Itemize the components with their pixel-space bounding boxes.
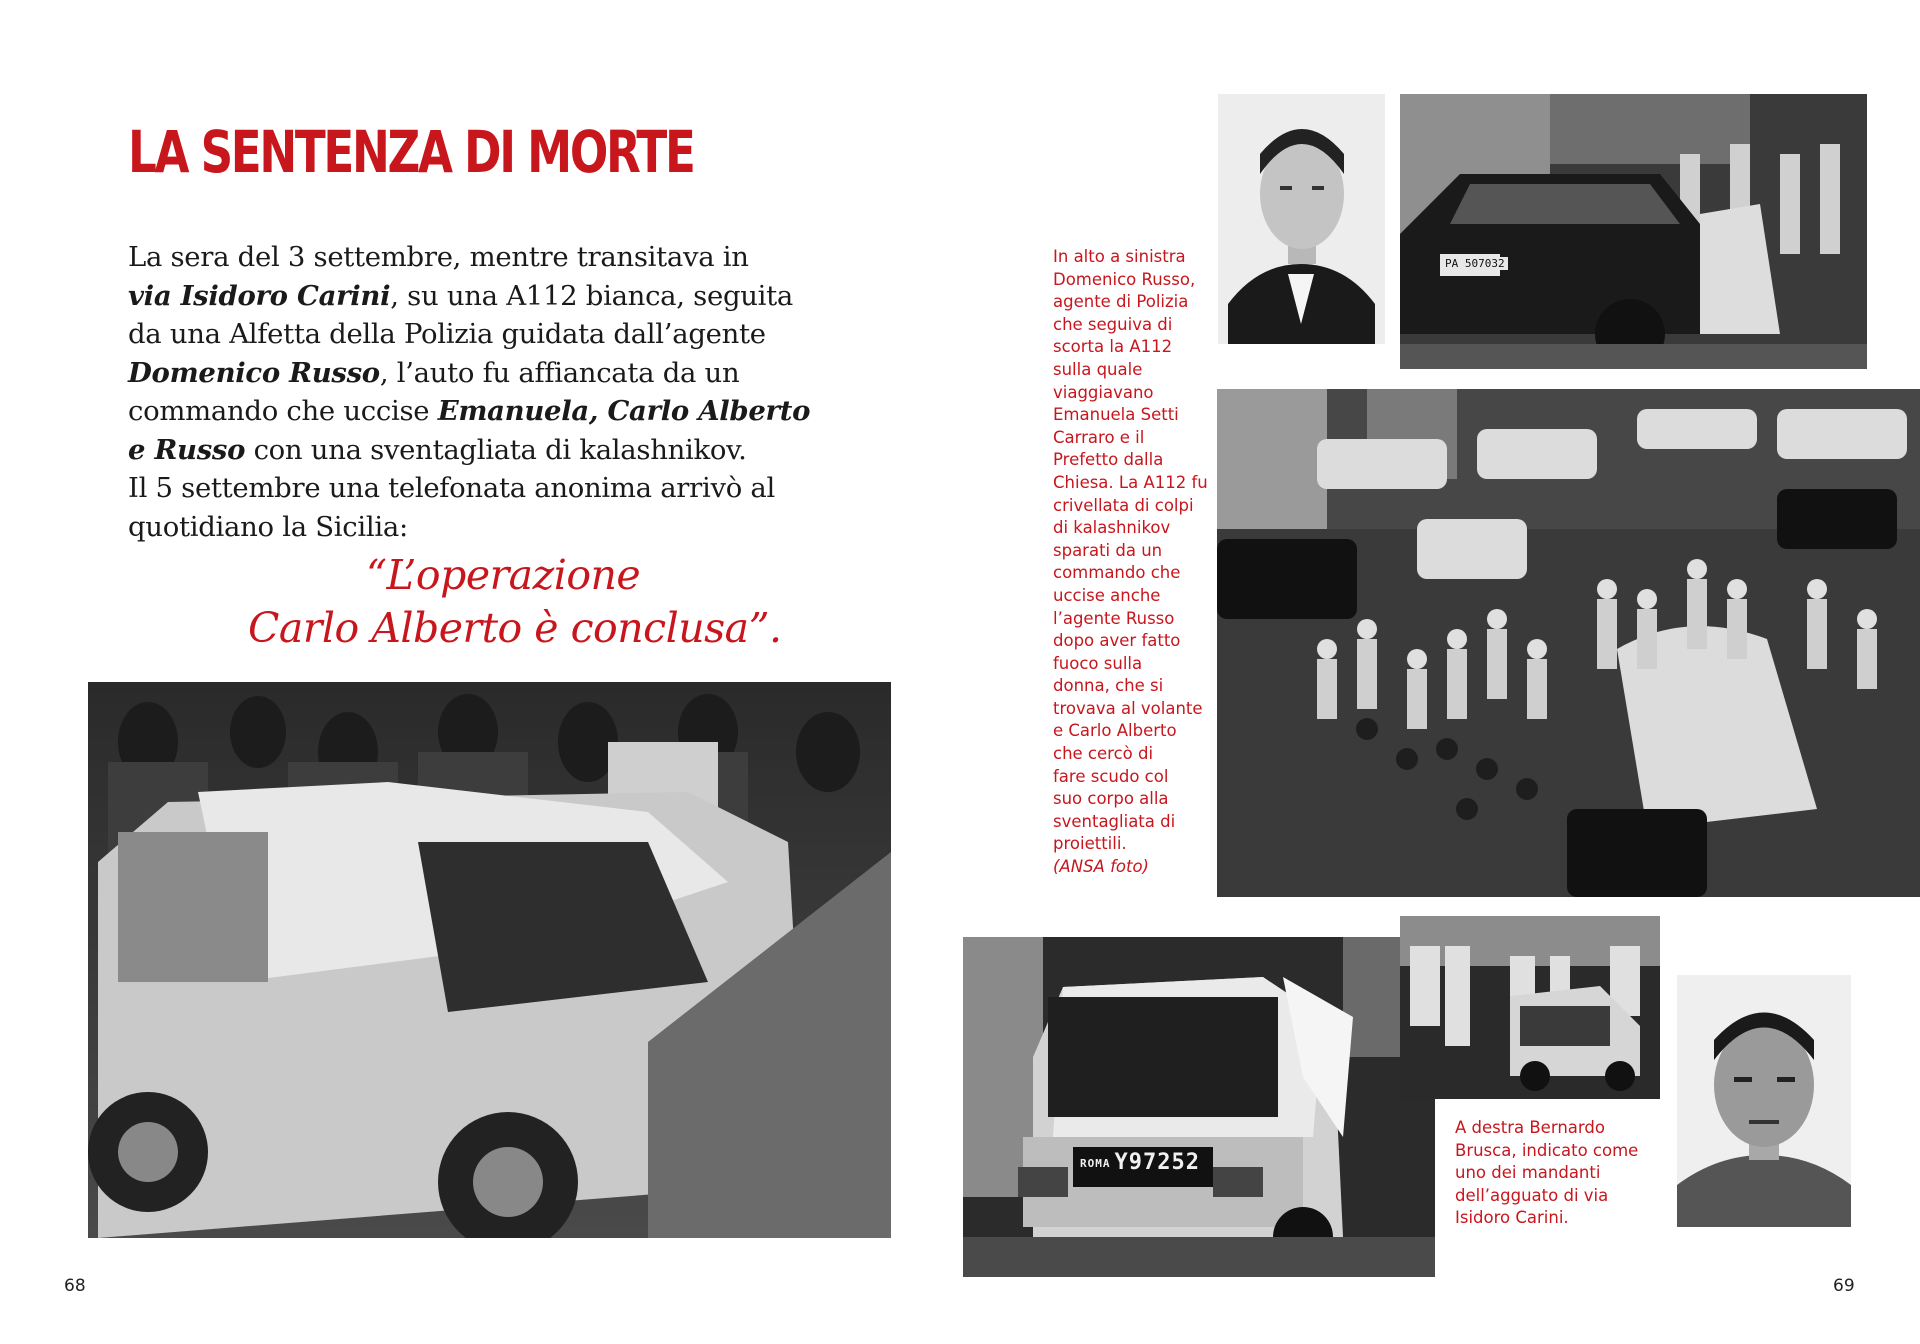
caption-line: trovava al volante (1053, 698, 1203, 718)
caption-line: fuoco sulla (1053, 653, 1143, 673)
caption-line: uccise anche (1053, 585, 1161, 605)
caption-line: suo corpo alla (1053, 789, 1169, 809)
caption-line: Brusca, indicato come (1455, 1140, 1639, 1160)
caption-line: uno dei mandanti (1455, 1163, 1601, 1183)
rear-car-plate-prefix: ROMA (1080, 1156, 1111, 1170)
body-line: Il 5 settembre una telefonata anonima arrivò al (128, 472, 776, 504)
page-number-left: 68 (64, 1276, 86, 1296)
alfetta-photo (1400, 94, 1867, 369)
caption-line: commando che (1053, 563, 1181, 583)
alfetta-plate: PA 507032 (1442, 257, 1508, 270)
rear-car-photo (963, 937, 1435, 1277)
caption-line: A destra Bernardo (1455, 1118, 1605, 1137)
body-emphasis: Emanuela, Carlo Alberto (437, 395, 811, 427)
body-line: quotidiano la Sicilia: (128, 510, 408, 543)
caption-line: dell’agguato di via (1455, 1185, 1609, 1205)
caption-line: fare scudo col (1053, 766, 1169, 786)
body-emphasis: via Isidoro Carini (128, 279, 391, 312)
portrait-russo-photo (1218, 94, 1385, 344)
caption-line: di kalashnikov (1053, 518, 1171, 538)
article-body (128, 238, 828, 546)
caption-line: dopo aver fatto (1053, 631, 1181, 651)
body-line: , su una A112 bianca, seguita (390, 279, 794, 312)
body-line: , l’auto fu affiancata da un (379, 356, 740, 389)
body-line: La sera del 3 settembre, mentre transitava in (128, 241, 749, 273)
body-emphasis: e Russo (128, 433, 246, 466)
caption-line: donna, che si (1053, 676, 1164, 696)
caption-line: crivellata di colpi (1053, 495, 1194, 515)
caption-line: Prefetto dalla (1053, 450, 1164, 470)
caption-line: sulla quale (1053, 359, 1143, 379)
caption-line: Domenico Russo, (1053, 269, 1196, 289)
quote-line-1: “L’operazione (366, 551, 641, 599)
body-line: da una Alfetta della Polizia guidata dall’agente (128, 318, 766, 350)
caption-line: l’agente Russo (1053, 608, 1175, 628)
page-title: LA SENTENZA DI MORTE (128, 118, 694, 186)
body-line: commando che uccise (128, 395, 438, 427)
quote-line-2: Carlo Alberto è conclusa”. (248, 604, 782, 652)
caption-credit: (ANSA foto) (1053, 857, 1149, 877)
page-number-right: 69 (1833, 1276, 1855, 1296)
caption-line: che cercò di (1053, 744, 1154, 764)
caption-line: Carraro e il (1053, 427, 1145, 447)
portrait-brusca-photo (1677, 975, 1851, 1227)
caption-line: viaggiavano (1053, 382, 1154, 402)
body-emphasis: Domenico Russo (128, 356, 380, 389)
caption-bottom (1455, 1117, 1665, 1230)
caption-top (1053, 246, 1213, 879)
caption-line: proiettili. (1053, 834, 1127, 854)
caption-line: In alto a sinistra (1053, 247, 1186, 266)
caption-line: sparati da un (1053, 540, 1163, 560)
caption-line: che seguiva di (1053, 314, 1173, 334)
caption-line: sventagliata di (1053, 811, 1176, 831)
street-crowd-photo (1217, 389, 1920, 897)
caption-line: scorta la A112 (1053, 337, 1173, 357)
rear-car-plate (1080, 1150, 1200, 1175)
caption-line: Chiesa. La A112 fu (1053, 472, 1208, 492)
caption-line: Isidoro Carini. (1455, 1208, 1569, 1228)
caption-line: Emanuela Setti (1053, 405, 1179, 425)
rear-car-plate-number: Y97252 (1114, 1150, 1200, 1175)
caption-line: agente di Polizia (1053, 292, 1189, 312)
body-line: con una sventagliata di kalashnikov. (245, 433, 747, 466)
main-car-photo (88, 682, 891, 1238)
night-scene-photo (1400, 916, 1660, 1099)
caption-line: e Carlo Alberto (1053, 721, 1177, 741)
